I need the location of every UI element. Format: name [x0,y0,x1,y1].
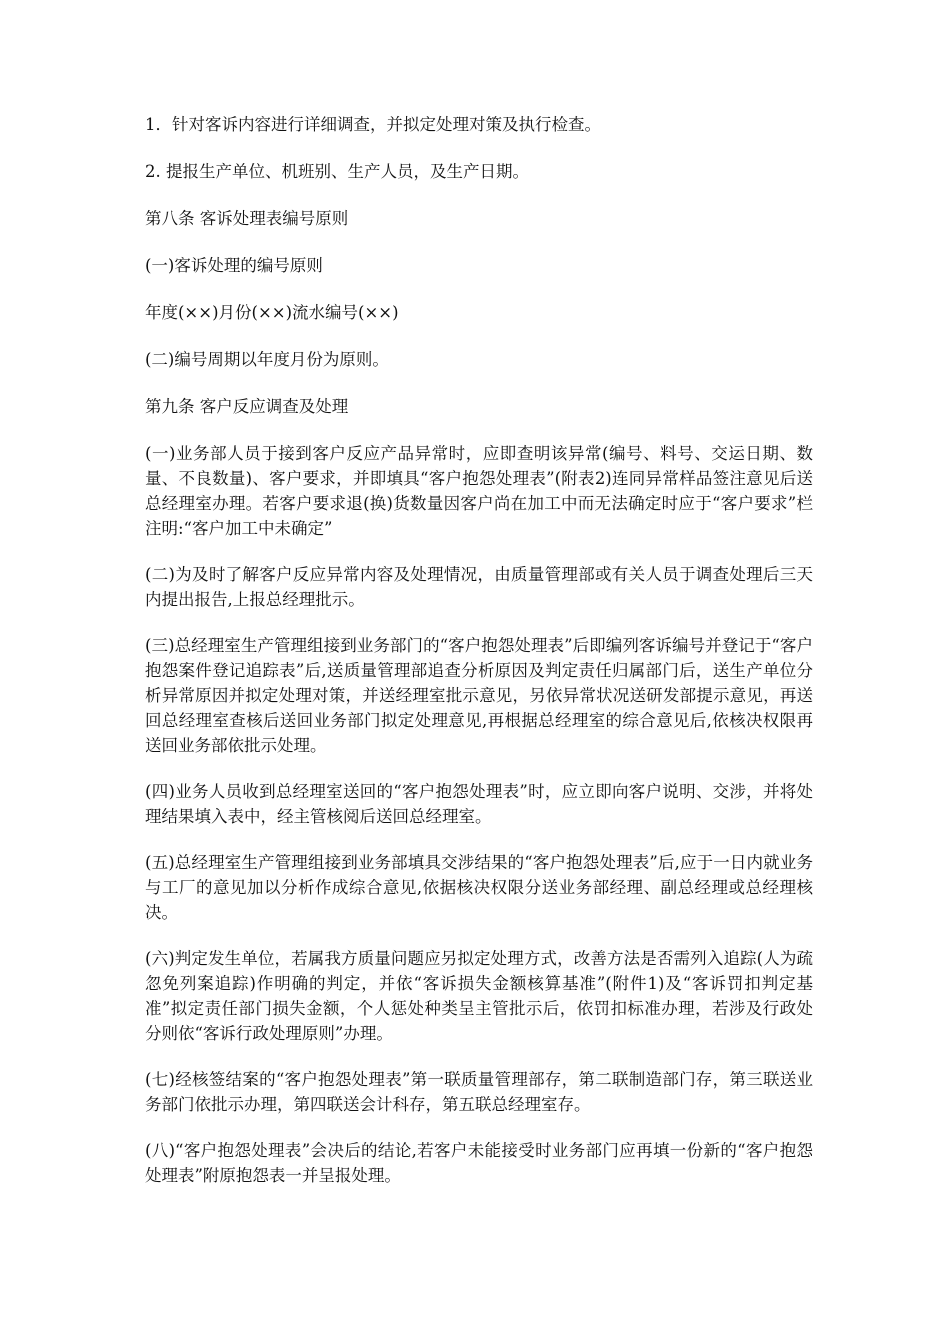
subsection-heading-numbering-rule: (一)客诉处理的编号原则 [145,256,323,275]
document-body [145,112,813,1209]
paragraph-article-9-item-1: (一)业务部人员于接到客户反应产品异常时，应即查明该异常(编号、料号、交运日期、数量、不良数量)、客户要求，并即填具“客户抱怨处理表”(附表2)连同异常样品签注意见后送总经理室办理。若客户要求退(换)货数量因客户尚在加工中而无法确定时应于“客户要求”栏注明:“客户加工中未确定” [145,444,813,538]
numbering-format: 年度(××)月份(××)流水编号(××) [145,303,399,322]
paragraph-article-9-item-6: (六)判定发生单位，若属我方质量问题应另拟定处理方式，改善方法是否需列入追踪(人为疏忽免列案追踪)作明确的判定，并依“客诉损失金额核算基准”(附件1)及“客诉罚扣判定基准”拟定责任部门损失金额，个人惩处种类呈主管批示后，依罚扣标准办理，若涉及行政处分则依“客诉行政处理原则”办理。 [145,949,813,1043]
paragraph-article-9-item-2: (二)为及时了解客户反应异常内容及处理情况，由质量管理部或有关人员于调查处理后三天内提出报告,上报总经理批示。 [145,565,813,609]
paragraph-item-2: 2. 提报生产单位、机班别、生产人员，及生产日期。 [145,162,529,181]
paragraph-article-9-item-3: (三)总经理室生产管理组接到业务部门的“客户抱怨处理表”后即编列客诉编号并登记于“客户抱怨案件登记追踪表”后,送质量管理部追查分析原因及判定责任归属部门后，送生产单位分析异常原因并拟定处理对策，并送经理室批示意见，另依异常状况送研发部提示意见，再送回总经理室查核后送回业务部门拟定处理意见,再根据总经理室的综合意见后,依核决权限再送回业务部依批示处理。 [145,636,813,755]
numbering-cycle: (二)编号周期以年度月份为原则。 [145,350,389,369]
paragraph-article-9-item-4: (四)业务人员收到总经理室送回的“客户抱怨处理表”时，应立即向客户说明、交涉，并将处理结果填入表中，经主管核阅后送回总经理室。 [145,782,813,826]
paragraph-article-9-item-8: (八)“客户抱怨处理表”会决后的结论,若客户未能接受时业务部门应再填一份新的“客户抱怨处理表”附原抱怨表一并呈报处理。 [145,1141,813,1185]
paragraph-article-9-item-7: (七)经核签结案的“客户抱怨处理表”第一联质量管理部存，第二联制造部门存，第三联送业务部门依批示办理，第四联送会计科存，第五联总经理室存。 [145,1070,813,1114]
section-heading-article-9: 第九条 客户反应调查及处理 [145,397,349,416]
section-heading-article-8: 第八条 客诉处理表编号原则 [145,209,349,228]
paragraph-item-1: 1．针对客诉内容进行详细调查，并拟定处理对策及执行检查。 [145,115,601,134]
paragraph-article-9-item-5: (五)总经理室生产管理组接到业务部填具交涉结果的“客户抱怨处理表”后,应于一日内就业务与工厂的意见加以分析作成综合意见,依据核决权限分送业务部经理、副总经理或总经理核决。 [145,853,813,922]
